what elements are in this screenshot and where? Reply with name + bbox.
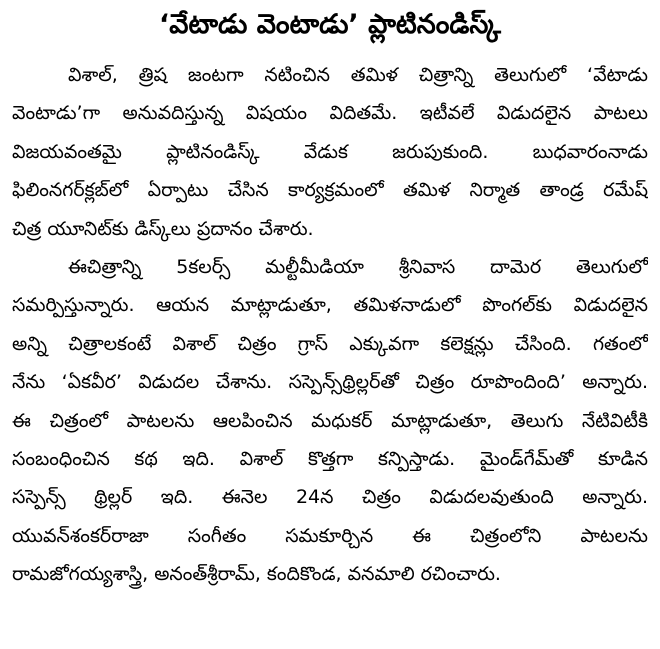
paragraph-line: ఈచిత్రాన్ని 5కలర్స్ మల్టీమీడియా శ్రీనివాస దామెర తెలుగులో <box>68 256 648 279</box>
article <box>12 0 648 594</box>
paragraph-line: సస్పెన్స్ థ్రిల్లర్ ఇది. ఈనెల 24న చిత్రం విడుదలవుతుంది అన్నారు. <box>12 486 648 509</box>
paragraph-line: ఈ చిత్రంలో పాటలను ఆలపించిన మధుకర్ మాట్లాడుతూ, తెలుగు నేటివిటీకి <box>12 409 648 432</box>
paragraph-2 <box>12 248 648 594</box>
paragraph-1 <box>12 56 648 248</box>
paragraph-line: యువన్‌శంకర్‌రాజా సంగీతం సమకూర్చిన ఈ చిత్రంలోని పాటలను <box>12 524 648 547</box>
paragraph-line: విజయవంతమై ప్లాటినండిస్క్ వేడుక జరుపుకుంది. బుధవారంనాడు <box>12 140 648 163</box>
article-headline: ‘వేటాడు వెంటాడు’ ప్లాటినండిస్క్ <box>159 9 501 40</box>
paragraph-line: నేను ‘ఏకవీర’ విడుదల చేశాను. సస్పెన్స్‌థ్రిల్లర్‌తో చిత్రం రూపొందింది’ అన్నారు. <box>12 371 648 394</box>
paragraph-line: సమర్పిస్తున్నారు. ఆయన మాట్లాడుతూ, తమిళనాడులో పొంగల్‌కు విడుదలైన <box>12 294 648 317</box>
paragraph-line: సంబంధించిన కథ ఇది. విశాల్ కొత్తగా కన్పిస్తాడు. మైండ్‌గేమ్‌తో కూడిన <box>12 448 648 471</box>
paragraph-line: ఫిలింనగర్‌క్లబ్‌లో ఏర్పాటు చేసిన కార్యక్రమంలో తమిళ నిర్మాత తాండ్ర రమేష్ <box>12 179 648 202</box>
paragraph-line: అన్ని చిత్రాలకంటే విశాల్ చిత్రం గ్రాస్ ఎక్కువగా కలెక్షన్లు చేసింది. గతంలో <box>12 332 648 355</box>
paragraph-line: విశాల్, త్రిష జంటగా నటించిన తమిళ చిత్రాన్ని తెలుగులో ‘వేటాడు <box>68 64 648 86</box>
paragraph-line: రామజోగయ్యశాస్త్రి, అనంత్‌శ్రీరామ్, కందికొండ, వనమాలి రచించారు. <box>12 563 501 586</box>
paragraph-line: వెంటాడు’గా అనువదిస్తున్న విషయం విదితమే. ఇటీవలే విడుదలైన పాటలు <box>12 102 648 125</box>
paragraph-line: చిత్ర యూనిట్‌కు డిస్క్‌లు ప్రదానం చేశారు. <box>12 217 314 240</box>
